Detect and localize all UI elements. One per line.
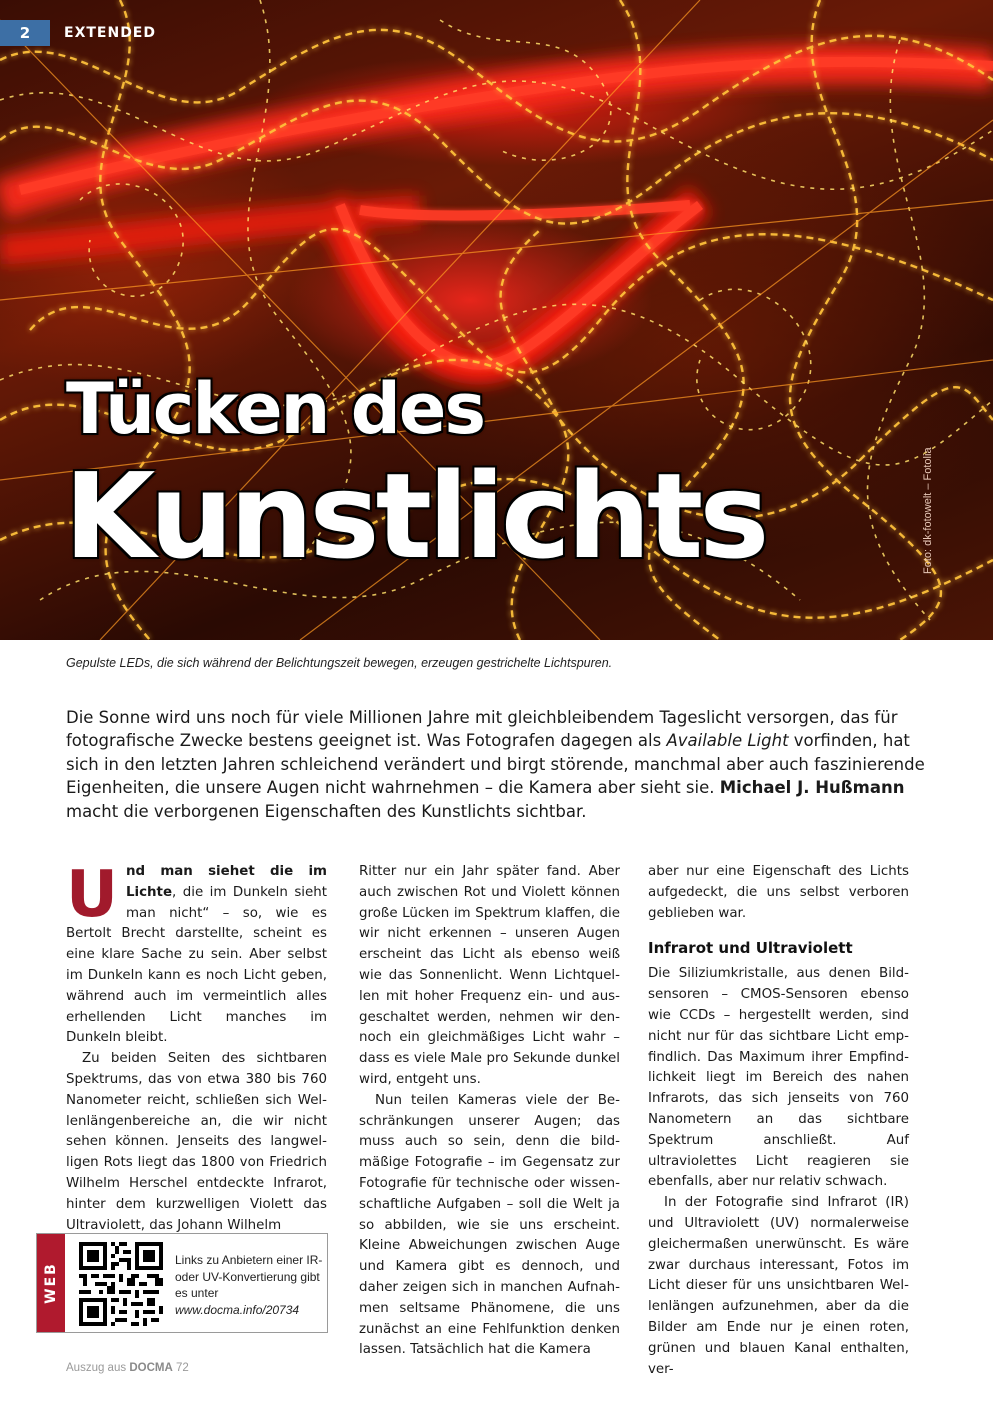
intro-italic: Available Light — [666, 731, 789, 751]
title-line-2: Kunstlichts — [64, 447, 766, 585]
paragraph-text: , die im Dunkeln sieht man nicht“ – so, wie es Bertolt Brecht darstellte, scheint es eine klare Sache zu sein. Aber selbst im Dunkeln kann es noch Licht geben, während auch im vermeintlich alles erhellenden Licht manches im Dunkeln bleibt. — [66, 884, 327, 1046]
article-paragraph: aber nur eine Eigenschaft des Lichts aufgedeckt, die uns selbst verboren geblieben war. — [648, 864, 909, 921]
qr-code-icon[interactable] — [79, 1242, 163, 1326]
article-column-2 — [359, 862, 620, 1361]
hero-image — [0, 0, 993, 640]
web-box-description: Links zu Anbietern einer IR- oder UV-Konvertierung gibt es unter — [175, 1253, 323, 1300]
article-paragraph: In der Fotografie sind Infrarot (IR) und Ultraviolett (UV) normalerweise gleichermaßen unerwünscht. Es wäre zwar durchaus interessant, Fotos im Licht dieser für uns unsichtbaren Wellenlängen aufzunehmen, aber da die Bilder am Ende nur je einen roten, grünen und blauen Kanal enthalten, ver- — [648, 1195, 909, 1377]
footer-issue: 72 — [175, 1362, 189, 1374]
drop-cap: U — [66, 858, 118, 932]
web-tab-label: WEB — [43, 1262, 59, 1304]
web-links-box — [36, 1233, 328, 1333]
photo-credit: Foto: dk-fotowelt – Fotolia — [922, 447, 934, 574]
page-number: 2 — [0, 20, 50, 46]
title-line-1: Tücken des — [66, 368, 485, 450]
article-paragraph: Ritter nur ein Jahr später fand. Aber auch zwischen Rot und Violett können große Lücken im Spektrum klaffen, die wir nicht erkennen – unseren Augen erscheint das Licht als ebenso weiß wie das Sonnenlicht. Wenn Lichtquellen mit hoher Frequenz ein- und ausgeschaltet werden, nehmen wir dennoch ein gleichmäßiges Licht wahr – dass es viele Male pro Sekunde dunkel wird, entgeht uns. — [359, 864, 620, 1087]
intro-text-2: vorfinden, hat sich in den letzten Jahren schleichend verändert und birgt störende, manchmal aber auch faszinierende Eigenheiten, die unsere Augen nicht wahrnehmen – die Kamera aber sieht sie. — [66, 731, 925, 798]
article-column-3 — [648, 862, 909, 1380]
section-tag — [0, 20, 156, 46]
footer-prefix: Auszug aus — [66, 1362, 127, 1374]
web-box-text — [175, 1252, 325, 1318]
intro-text-3: macht die verborgenen Eigenschaften des Kunstlichts sichtbar. — [66, 801, 587, 821]
web-tab — [37, 1234, 65, 1332]
lead-phrase: nd man siehet die im Lichte — [125, 864, 327, 900]
article-paragraph: Zu beiden Seiten des sichtbaren Spektrums, das von etwa 380 bis 760 Nanometer reicht, schließen sich Wellenlängenbereiche an, die wir nicht sehen können. Jenseits des langwelligen Rots liegt das 1800 von Friedrich Wilhelm Herschel entdeckte Infrarot, hinter dem kurzwelligen Violett das Ultraviolett, das Johann Wilhelm — [66, 1051, 327, 1233]
page-footer — [66, 1362, 189, 1374]
intro-text-1: Die Sonne wird uns noch für viele Millionen Jahre mit gleichbleibendem Tageslicht versorgen, das für fotografische Zwecke bestens geeignet ist. Was Fotografen dagegen als — [66, 708, 898, 751]
image-caption: Gepulste LEDs, die sich während der Belichtungszeit bewegen, erzeugen gestrichelte Lichtspuren. — [66, 656, 613, 670]
article-paragraph: Die Siliziumkristalle, aus denen Bildsensoren – CMOS-Sensoren ebenso wie CCDs – hergestellt werden, sind nicht nur für das sichtbare Licht empfindlich. Das Maximum ihrer Empfindlichkeit liegt im Bereich des nahen Infrarots, das sich jenseits von 760 Nanometern an das sichtbare Spektrum anschließt. Auf ultraviolettes Licht reagieren sie ebenfalls, aber nur relativ schwach. — [648, 966, 909, 1190]
intro-paragraph — [66, 706, 936, 823]
footer-magazine: DOCMA — [129, 1362, 173, 1374]
article-column-1 — [66, 858, 327, 1236]
article-paragraph: Nun teilen Kameras viele der Beschränkungen unserer Augen; das muss auch so sein, denn die bildmäßige Fotografie – im Gegensatz zur Fotografie für technische oder wissenschaftliche Aufgaben – soll die Welt ja so abbilden, wie sie uns erscheint. Kleine Abweichungen zwischen Auge und Kamera gibt es dennoch, und daher zeigen sich in manchen Aufnahmen seltsame Phänomene, die uns zunächst an eine Fehlfunktion denken lassen. Tatsächlich hat die Kamera — [359, 1092, 620, 1358]
intro-author: Michael J. Hußmann — [719, 778, 905, 798]
section-label: EXTENDED — [64, 25, 156, 41]
web-link[interactable]: www.docma.info/20734 — [175, 1302, 300, 1317]
subheading: Infrarot und Ultraviolett — [648, 939, 853, 958]
article-paragraph — [66, 858, 327, 1049]
